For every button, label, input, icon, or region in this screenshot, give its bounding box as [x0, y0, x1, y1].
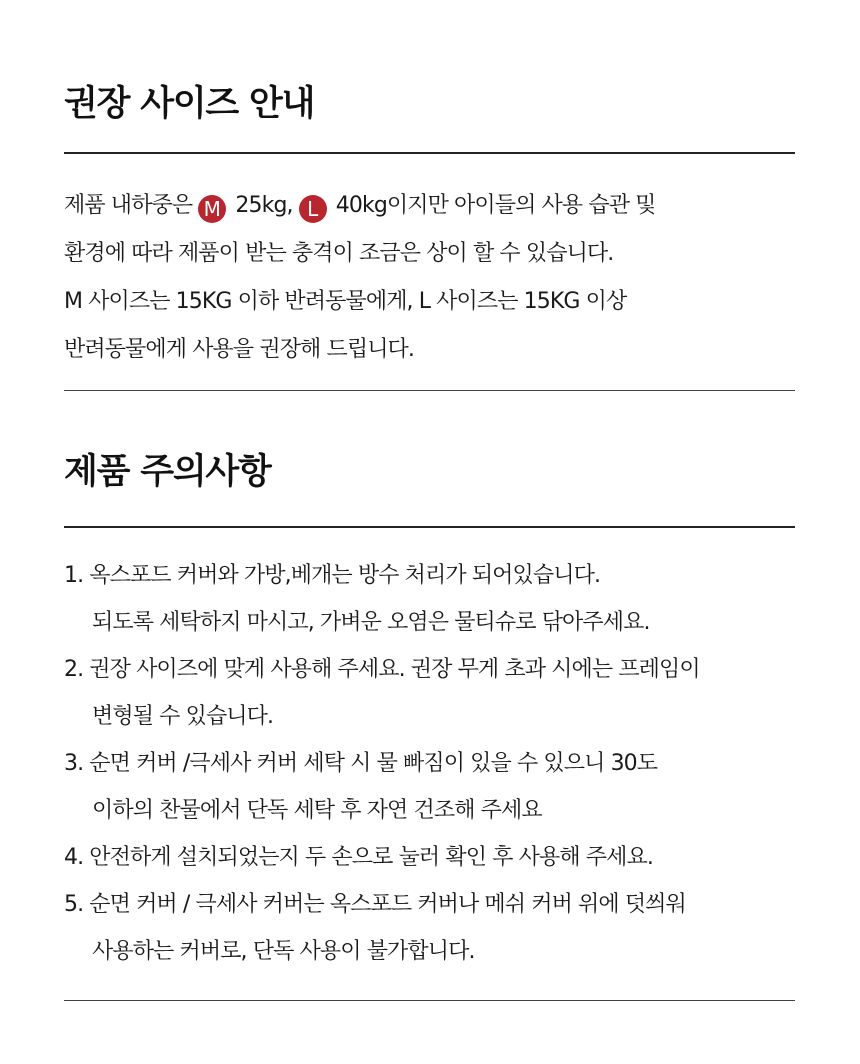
size-guide-bottom-divider	[64, 390, 795, 391]
size-guide-load-label: 제품 내하중은	[64, 193, 199, 218]
size-m-weight: 25kg,	[229, 193, 299, 218]
caution-5-line-2: 사용하는 커버로, 단독 사용이 불가합니다.	[92, 939, 475, 964]
list-item	[64, 646, 809, 740]
cautions-bottom-divider	[64, 1000, 795, 1001]
caution-1-line-1: 1. 옥스포드 커버와 가방,베개는 방수 처리가 되어있습니다.	[64, 563, 601, 588]
size-guide-line-4: 반려동물에게 사용을 권장해 드립니다.	[64, 337, 415, 362]
size-guide-text	[64, 182, 804, 374]
caution-3-line-1: 3. 순면 커버 /극세사 커버 세탁 시 물 빠짐이 있을 수 있으니 30도	[64, 751, 658, 776]
size-guide-line-3: M 사이즈는 15KG 이하 반려동물에게, L 사이즈는 15KG 이상	[64, 289, 627, 314]
cautions-list	[64, 552, 809, 975]
size-guide-title-divider	[64, 152, 795, 154]
list-item	[64, 740, 809, 834]
list-item	[64, 881, 809, 975]
caution-5-line-1: 5. 순면 커버 / 극세사 커버는 옥스포드 커버나 메쉬 커버 위에 덧씌워	[64, 892, 686, 917]
cautions-title-divider	[64, 526, 795, 528]
list-item	[64, 834, 809, 881]
caution-2-line-1: 2. 권장 사이즈에 맞게 사용해 주세요. 권장 무게 초과 시에는 프레임이	[64, 657, 700, 682]
size-guide-title: 권장 사이즈 안내	[64, 84, 315, 124]
size-guide-line-2: 환경에 따라 제품이 받는 충격이 조금은 상이 할 수 있습니다.	[64, 241, 614, 266]
size-badge-m: M	[198, 195, 226, 223]
caution-2-line-2: 변형될 수 있습니다.	[92, 704, 274, 729]
size-guide-section	[64, 0, 795, 400]
list-item	[64, 552, 809, 646]
caution-1-line-2: 되도록 세탁하지 마시고, 가벼운 오염은 물티슈로 닦아주세요.	[92, 610, 650, 635]
caution-4-line-1: 4. 안전하게 설치되었는지 두 손으로 눌러 확인 후 사용해 주세요.	[64, 845, 653, 870]
caution-3-line-2: 이하의 찬물에서 단독 세탁 후 자연 건조해 주세요	[92, 798, 542, 823]
cautions-section	[64, 400, 795, 1020]
size-guide-line-1-rest: 40kg이지만 아이들의 사용 습관 및	[329, 193, 656, 218]
size-badge-l: L	[299, 195, 327, 223]
cautions-title: 제품 주의사항	[64, 452, 271, 492]
size-guide-line-1	[64, 182, 804, 230]
